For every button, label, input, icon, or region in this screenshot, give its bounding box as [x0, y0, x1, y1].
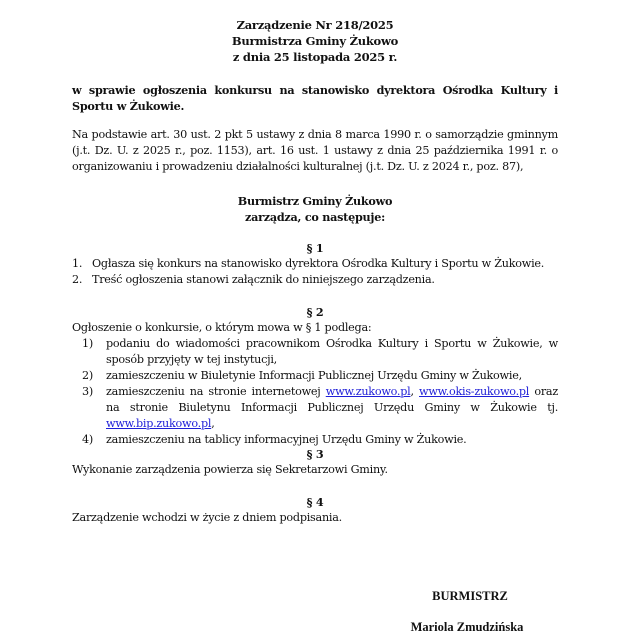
signature-name: Mariola Zmudzińska: [410, 620, 524, 634]
signature-block: [380, 589, 580, 635]
separator: ,: [410, 385, 420, 398]
item-text: ,: [211, 417, 215, 430]
item-text: podaniu do wiadomości pracownikom Ośrodka Kultury i Sportu w Żukowie, w sposób przyjęty w tej instytucji,: [106, 337, 558, 366]
section-3: [72, 446, 558, 478]
legal-basis: Na podstawie art. 30 ust. 2 pkt 5 ustawy z dnia 8 marca 1990 r. o samorządzie gminnym (j.t. Dz. U. z 2025 r., poz. 1153), art. 16 ust. 1 ustawy z dnia 25 października 1991 r. o organizowaniu i prowadzeniu działalności kulturalnej (j.t. Dz. U. z 2024 r., poz. 87),: [72, 128, 558, 173]
item-number: 1): [82, 337, 93, 350]
item-text: zamieszczeniu na stronie internetowej: [106, 385, 326, 398]
item-number: 2): [82, 369, 93, 382]
decree-issuer: Burmistrz Gminy Żukowo: [237, 194, 393, 208]
section-2: [72, 304, 558, 448]
item-text: zamieszczeniu w Biuletynie Informacji Publicznej Urzędu Gminy w Żukowie,: [106, 369, 522, 382]
document-header: [72, 17, 558, 65]
list-item: [82, 336, 558, 368]
item-text: oraz na stronie Biuletynu Informacji Publicznej Urzędu Gminy w Żukowie tj.: [106, 385, 558, 414]
item-text: zamieszczeniu na tablicy informacyjnej Urzędu Gminy w Żukowie.: [106, 433, 467, 446]
section-1: [72, 240, 558, 288]
link-zukowo[interactable]: www.zukowo.pl: [325, 385, 411, 398]
item-number: 3): [82, 385, 93, 398]
link-okis-zukowo[interactable]: www.okis-zukowo.pl: [419, 385, 530, 398]
section-heading: § 2: [306, 305, 324, 319]
issue-date: z dnia 25 listopada 2025 r.: [232, 50, 398, 64]
section-heading: § 1: [306, 241, 324, 255]
item-number: 2.: [72, 273, 83, 286]
list-item: [82, 384, 558, 432]
list-item: [72, 256, 558, 272]
section-1-list: [72, 256, 558, 288]
ordinance-number: Zarządzenie Nr 218/2025: [236, 18, 394, 32]
section-2-intro: Ogłoszenie o konkursie, o którym mowa w § 1 podlega:: [72, 321, 372, 334]
list-item: [72, 272, 558, 288]
decree-statement: [72, 193, 558, 225]
decree-phrase: zarządza, co następuje:: [245, 210, 385, 224]
link-bip-zukowo[interactable]: www.bip.zukowo.pl: [106, 417, 212, 430]
section-2-list: [72, 336, 558, 448]
list-item: [82, 368, 558, 384]
issuer: Burmistrza Gminy Żukowo: [231, 34, 399, 48]
signature-title: BURMISTRZ: [432, 589, 508, 603]
document-subject: w sprawie ogłoszenia konkursu na stanowisko dyrektora Ośrodka Kultury i Sportu w Żukowie.: [72, 83, 558, 113]
section-heading: § 3: [306, 447, 324, 461]
item-text: Ogłasza się konkurs na stanowisko dyrektora Ośrodka Kultury i Sportu w Żukowie.: [92, 257, 545, 270]
section-4-text: Zarządzenie wchodzi w życie z dniem podpisania.: [72, 511, 342, 524]
item-number: 1.: [72, 257, 83, 270]
section-3-text: Wykonanie zarządzenia powierza się Sekretarzowi Gminy.: [72, 463, 388, 476]
item-number: 4): [82, 433, 93, 446]
section-heading: § 4: [306, 495, 324, 509]
section-4: [72, 494, 558, 526]
item-text: Treść ogłoszenia stanowi załącznik do niniejszego zarządzenia.: [92, 273, 435, 286]
